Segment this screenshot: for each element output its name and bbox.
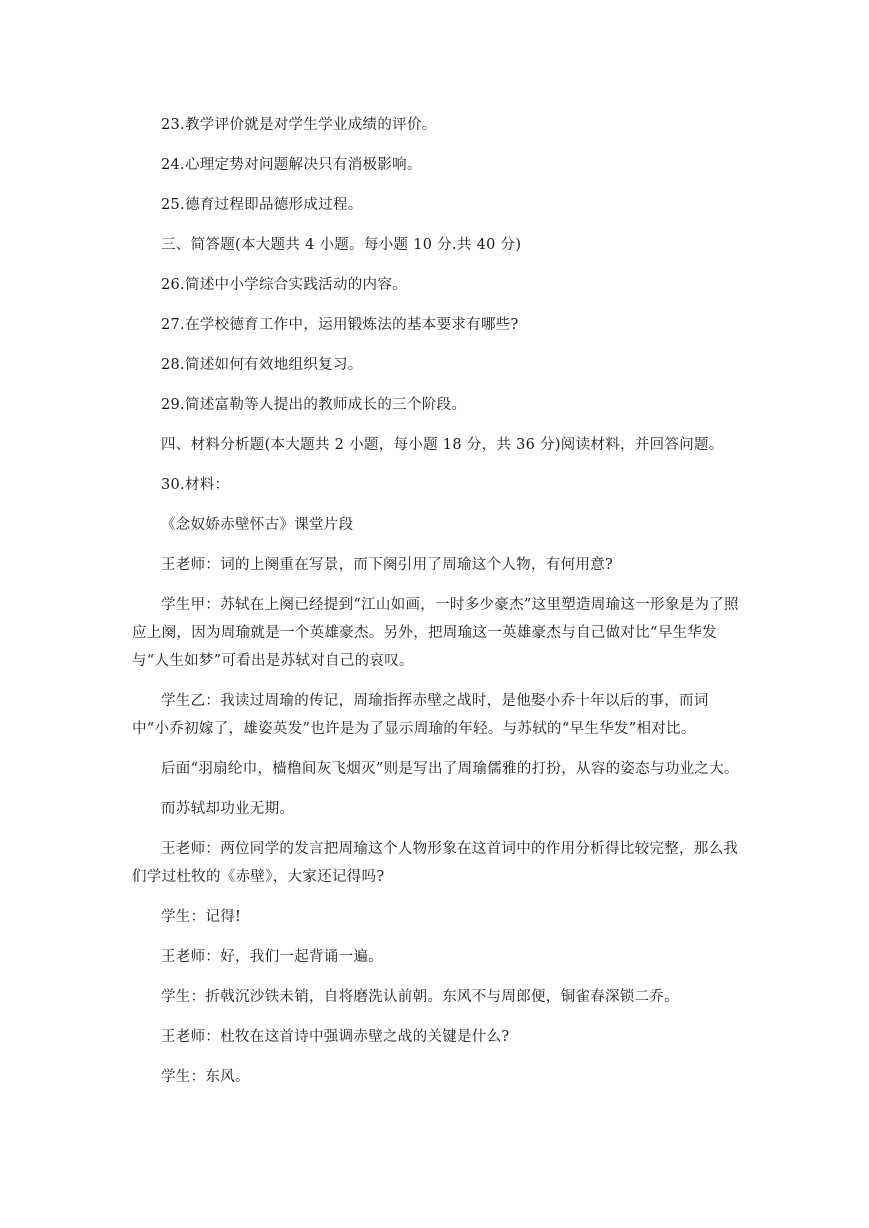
section-heading-material-analysis: 四、材料分析题(本大题共 2 小题，每小题 18 分，共 36 分)阅读材料，并回答问题。 — [161, 437, 724, 453]
judgment-item-25: 25.德育过程即品德形成过程。 — [161, 197, 363, 213]
judgment-item-24: 24.心理定势对问题解决只有消极影响。 — [161, 157, 422, 173]
dialogue-line: 而苏轼却功业无期。 — [161, 801, 295, 817]
section-heading-short-answer: 三、简答题(本大题共 4 小题。每小题 10 分.共 40 分) — [161, 237, 522, 253]
dialogue-line: 王老师：两位同学的发言把周瑜这个人物形象在这首词中的作用分析得比较完整，那么我们学过杜牧的《赤壁》，大家还记得吗? — [132, 841, 739, 885]
question-29: 29.简述富勒等人提出的教师成长的三个阶段。 — [161, 397, 467, 413]
material-title: 《念奴娇赤壁怀古》课堂片段 — [161, 517, 354, 533]
dialogue-line: 学生乙：我读过周瑜的传记，周瑜指挥赤壁之战时，是他娶小乔十年以后的事，而词中“小乔初嫁了，雄姿英发”也许是为了显示周瑜的年轻。与苏轼的“早生华发”相对比。 — [132, 693, 709, 737]
question-30-label: 30.材料： — [161, 477, 230, 493]
question-28: 28.简述如何有效地组织复习。 — [161, 357, 363, 373]
dialogue-line: 王老师：杜牧在这首诗中强调赤壁之战的关键是什么? — [161, 1029, 510, 1045]
dialogue-line: 学生：记得! — [161, 909, 242, 925]
document-page — [132, 111, 742, 1103]
dialogue-line: 后面“羽扇纶巾，樯橹间灰飞烟灭”则是写出了周瑜儒雅的打扮，从容的姿态与功业之大。 — [161, 761, 739, 777]
dialogue-line: 学生：折戟沉沙铁未销，自将磨洗认前朝。东风不与周郎便，铜雀春深锁二乔。 — [161, 989, 679, 1005]
dialogue-line: 学生甲：苏轼在上阕已经提到“江山如画，一时多少豪杰”这里塑造周瑜这一形象是为了照应上阕，因为周瑜就是一个英雄豪杰。另外，把周瑜这一英雄豪杰与自己做对比“早生华发与“人生如梦”可看出是苏轼对自己的哀叹。 — [132, 597, 739, 669]
dialogue-line: 学生：东风。 — [161, 1069, 250, 1085]
dialogue-line: 王老师：好，我们一起背诵一遍。 — [161, 949, 383, 965]
question-26: 26.简述中小学综合实践活动的内容。 — [161, 277, 407, 293]
dialogue-line: 王老师：词的上阕重在写景，而下阕引用了周瑜这个人物，有何用意? — [161, 557, 614, 573]
judgment-item-23: 23.教学评价就是对学生学业成绩的评价。 — [161, 117, 437, 133]
question-27: 27.在学校德育工作中，运用锻炼法的基本要求有哪些? — [161, 317, 519, 333]
